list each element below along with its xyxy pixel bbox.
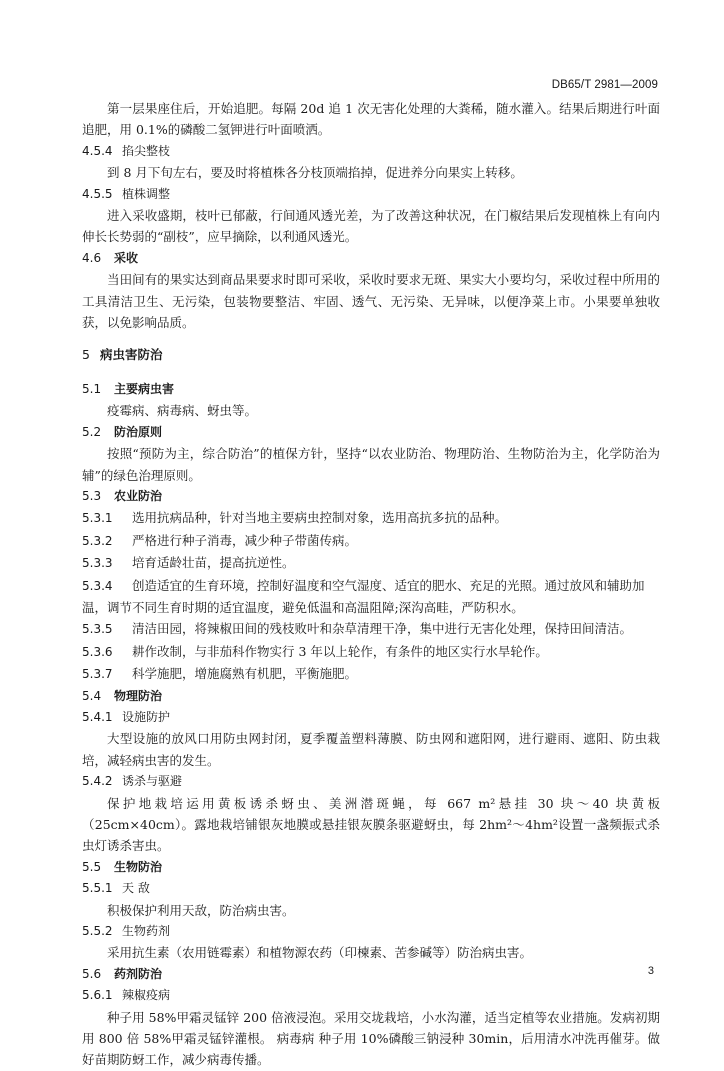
heading-number: 5.6 — [82, 966, 102, 981]
heading-title: 天 敌 — [122, 881, 150, 896]
heading-number: 5.4.2 — [82, 774, 113, 789]
heading-title: 采收 — [114, 250, 139, 265]
paragraph-5-6-1: 种子用 58%甲霜灵锰锌 200 倍液浸泡。采用交垅栽培，小水沟灌，适当定植等农业措施。发病初期用 800 倍 58%甲霜灵锰锌灌根。 病毒病 种子用 10%磷酸三钠浸种 30min，后用清水冲洗再催芽。做好苗期防蚜工作，减少病毒传播。 — [82, 1009, 660, 1068]
page-number: 3 — [647, 965, 654, 977]
item-number: 5.3.2 — [82, 533, 113, 548]
heading-title: 设施防护 — [122, 709, 171, 724]
paragraph-5-1: 疫霉病、病毒病、蚜虫等。 — [107, 403, 258, 419]
paragraph-4-5-5: 进入采收盛期，枝叶已郁蔽，行间通风透光差，为了改善这种状况，在门椒结果后发现植株上有向内伸长长势弱的“副枝”，应早摘除，以利通风透光。 — [82, 208, 660, 245]
heading-title: 生物防治 — [114, 859, 163, 874]
item-text: 选用抗病品种，针对当地主要病虫控制对象，选用高抗多抗的品种。 — [132, 510, 508, 526]
heading-number: 5.5.2 — [82, 924, 113, 939]
heading-number: 4.6 — [82, 250, 102, 265]
item-text: 科学施肥，增施腐熟有机肥，平衡施肥。 — [132, 666, 358, 682]
heading-5-6-1 — [82, 985, 660, 1006]
heading-title: 防治原则 — [114, 424, 163, 439]
heading-5-5-2 — [82, 921, 660, 942]
list-item-5-3-6 — [82, 641, 660, 663]
heading-5-4 — [82, 686, 660, 707]
heading-number: 5.1 — [82, 381, 102, 396]
list-item-5-3-2 — [82, 530, 660, 552]
list-item-5-3-1 — [82, 507, 660, 529]
heading-5-4-1 — [82, 707, 660, 728]
list-item-5-3-4 — [82, 575, 660, 619]
item-text: 清洁田园，将辣椒田间的残枝败叶和杂草清理干净，集中进行无害化处理，保持田间清洁。 — [132, 621, 633, 637]
heading-title: 农业防治 — [114, 488, 163, 503]
heading-5-6 — [82, 964, 660, 985]
heading-number: 5.2 — [82, 424, 102, 439]
item-number: 5.3.7 — [82, 667, 113, 682]
heading-number: 5.6.1 — [82, 988, 113, 1003]
heading-5 — [82, 344, 660, 365]
heading-number: 5 — [82, 347, 90, 363]
item-number: 5.3.6 — [82, 644, 113, 659]
paragraph-5-4-2: 保护地栽培运用黄板诱杀蚜虫、美洲潜斑蝇，每 667 m²悬挂 30 块～40 块黄板（25cm×40cm）。露地栽培铺银灰地膜或悬挂银灰膜条驱避蚜虫，每 2hm²～4hm²设置一盏频振式杀虫灯诱杀害虫。 — [82, 795, 660, 854]
heading-title: 植株调整 — [122, 186, 171, 201]
heading-4-6 — [82, 248, 660, 269]
heading-number: 5.4.1 — [82, 709, 113, 724]
heading-title: 诱杀与驱避 — [122, 774, 183, 789]
paragraph-5-5-2: 采用抗生素（农用链霉素）和植物源农药（印楝素、苦参碱等）防治病虫害。 — [107, 945, 533, 961]
heading-number: 4.5.5 — [82, 186, 113, 201]
heading-5-4-2 — [82, 771, 660, 792]
item-number: 5.3.1 — [82, 511, 113, 526]
heading-5-3 — [82, 486, 660, 507]
heading-number: 5.5 — [82, 859, 102, 874]
heading-title: 物理防治 — [114, 688, 163, 703]
heading-5-5-1 — [82, 878, 660, 899]
item-text: 耕作改制，与非茄科作物实行 3 年以上轮作，有条件的地区实行水旱轮作。 — [132, 643, 548, 659]
item-number: 5.3.5 — [82, 622, 113, 637]
paragraph-4-6: 当田间有的果实达到商品果要求时即可采收，采收时要求无斑、果实大小要均匀，采收过程中所用的工具清洁卫生、无污染，包装物要整洁、牢固、透气、无污染、无异味，以便净菜上市。小果要单独收获，以免影响品质。 — [82, 272, 660, 331]
heading-title: 药剂防治 — [114, 966, 163, 981]
heading-number: 5.4 — [82, 688, 102, 703]
document-body — [82, 98, 660, 1071]
heading-title: 生物药剂 — [122, 924, 171, 939]
paragraph-5-5-1: 积极保护利用天敌，防治病虫害。 — [107, 902, 295, 918]
paragraph-4-5-4: 到 8 月下旬左右，要及时将植株各分枝顶端掐掉，促进养分向果实上转移。 — [107, 165, 523, 181]
heading-number: 5.3 — [82, 488, 102, 503]
list-item-5-3-5 — [82, 618, 660, 640]
item-number: 5.3.4 — [82, 578, 113, 593]
heading-number: 4.5.4 — [82, 143, 113, 158]
heading-4-5-5 — [82, 184, 660, 205]
list-item-5-3-3 — [82, 552, 660, 574]
heading-5-5 — [82, 857, 660, 878]
item-text: 培育适龄壮苗，提高抗逆性。 — [132, 555, 295, 571]
heading-title: 掐尖整枝 — [122, 143, 171, 158]
paragraph-fertilization: 第一层果座住后，开始追肥。每隔 20d 追 1 次无害化处理的大粪稀，随水灌入。结果后期进行叶面追肥，用 0.1%的磷酸二氢钾进行叶面喷洒。 — [82, 101, 660, 138]
heading-title: 病虫害防治 — [100, 347, 163, 363]
item-text: 创造适宜的生育环境，控制好温度和空气湿度、适宜的肥水、充足的光照。通过放风和辅助加温，调节不同生育时期的适宜温度，避免低温和高温阻障;深沟高畦，严防积水。 — [82, 577, 645, 615]
heading-title: 主要病虫害 — [114, 381, 175, 396]
heading-4-5-4 — [82, 141, 660, 162]
paragraph-5-2: 按照“预防为主，综合防治”的植保方针，坚持“以农业防治、物理防治、生物防治为主，化学防治为辅”的绿色治理原则。 — [82, 446, 660, 483]
list-item-5-3-7 — [82, 663, 660, 685]
paragraph-5-4-1: 大型设施的放风口用防虫网封闭，夏季覆盖塑料薄膜、防虫网和遮阳网，进行避雨、遮阳、防虫栽培，减轻病虫害的发生。 — [82, 731, 660, 768]
document-code: DB65/T 2981—2009 — [551, 79, 658, 91]
heading-number: 5.5.1 — [82, 881, 113, 896]
heading-5-2 — [82, 422, 660, 443]
heading-5-1 — [82, 379, 660, 400]
item-number: 5.3.3 — [82, 556, 113, 571]
item-text: 严格进行种子消毒，减少种子带菌传病。 — [132, 532, 358, 548]
heading-title: 辣椒疫病 — [122, 988, 171, 1003]
